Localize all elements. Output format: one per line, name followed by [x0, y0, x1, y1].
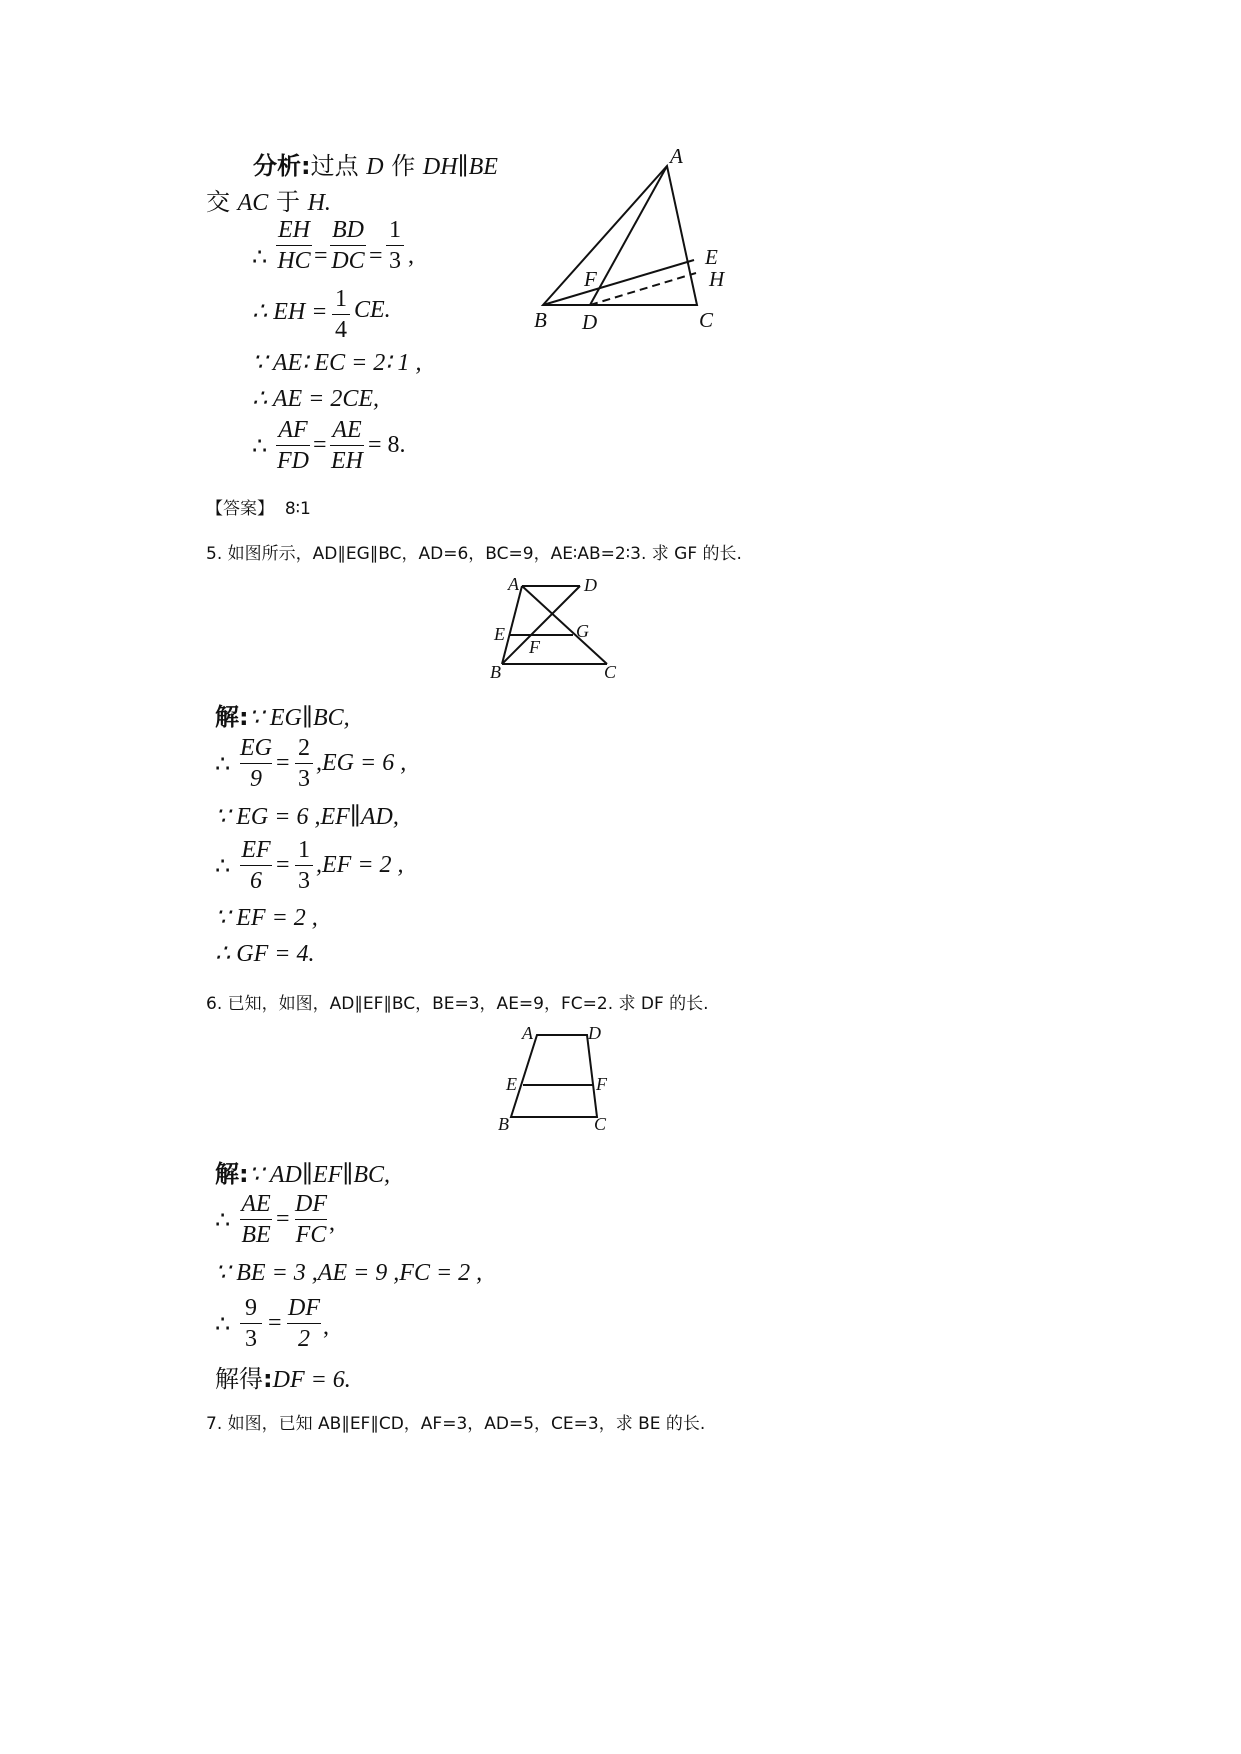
- comma: ,: [329, 1210, 335, 1236]
- analysis-text: 交: [206, 188, 230, 216]
- solution-text: ∵ AD∥EF∥BC,: [248, 1162, 391, 1188]
- label-d: D: [582, 310, 598, 334]
- equals-sign: =: [313, 432, 327, 458]
- answer-line: [206, 494, 311, 519]
- numerator: 2: [298, 735, 310, 761]
- equals-sign: =: [369, 243, 383, 269]
- numerator: 1: [298, 837, 310, 863]
- analysis-heading: 分析: [253, 152, 301, 180]
- solution-label: 解: [215, 1160, 239, 1188]
- ratio-statement: ∵ AE∶ EC = 2∶ 1 ,: [252, 350, 422, 376]
- numerator: AF: [278, 417, 308, 443]
- parallel-statement: DH∥BE: [422, 154, 498, 180]
- fraction-eg-9: [240, 734, 272, 793]
- answer-value: 8∶1: [284, 499, 311, 519]
- label-e: E: [506, 1074, 517, 1094]
- fraction-1-4: [332, 285, 350, 344]
- numerator: AE: [241, 1191, 271, 1217]
- comma: ,: [323, 1314, 329, 1340]
- colon: :: [263, 1365, 273, 1393]
- solution-text: ∵ EG∥BC,: [248, 705, 350, 731]
- fraction-9-3: [240, 1294, 262, 1353]
- point-h: H.: [307, 190, 331, 216]
- label-b: B: [534, 308, 547, 332]
- fraction-1-3: [295, 836, 313, 895]
- problem-7-statement: 7. 如图，已知 AB∥EF∥CD，AF=3，AD=5，CE=3，求 BE 的长.: [206, 1414, 706, 1434]
- label-f: F: [584, 267, 597, 291]
- equals-sign: =: [314, 243, 328, 269]
- fraction-ae-be: [240, 1190, 272, 1249]
- triangle-abc: [543, 166, 697, 305]
- equals-sign: =: [276, 750, 290, 776]
- solution-5-line-1: [215, 697, 350, 732]
- analysis-line-2: [206, 182, 331, 217]
- segment-be: [543, 260, 694, 305]
- label-d: D: [588, 1023, 601, 1043]
- label-a: A: [522, 1023, 533, 1043]
- numerator: 1: [389, 217, 401, 243]
- numerator: 1: [335, 286, 347, 312]
- equals-sign: =: [268, 1310, 282, 1336]
- therefore-symbol: ∴: [252, 245, 268, 271]
- solution-label: 解: [215, 703, 239, 731]
- colon: :: [239, 1160, 249, 1188]
- comma: ,: [408, 243, 414, 269]
- label-f: F: [596, 1074, 607, 1094]
- label-e: E: [705, 245, 718, 269]
- label-c: C: [604, 662, 617, 682]
- analysis-text: 作: [391, 152, 416, 180]
- numerator: EF: [241, 837, 271, 863]
- equals-sign: =: [276, 1206, 290, 1232]
- solution-text: ∵ BE = 3 ,AE = 9 ,FC = 2 ,: [215, 1260, 483, 1286]
- ae-equals-2ce: ∴ AE = 2CE,: [252, 386, 380, 412]
- numerator: BD: [332, 217, 364, 243]
- denominator: 6: [250, 868, 262, 894]
- figure-triangle-abc: [520, 140, 750, 340]
- denominator: 4: [335, 317, 347, 343]
- label-c: C: [594, 1114, 607, 1134]
- denominator: 3: [298, 868, 310, 894]
- colon: :: [239, 703, 249, 731]
- label-f: F: [529, 637, 540, 657]
- fraction-df-2: [287, 1294, 321, 1353]
- segment-db: [502, 586, 580, 664]
- result-8: = 8.: [368, 432, 406, 458]
- solution-text: ∴ GF = 4.: [215, 941, 315, 967]
- point-d: D: [366, 154, 384, 180]
- label-b: B: [498, 1114, 509, 1134]
- denominator: BE: [241, 1222, 271, 1248]
- problem-6-statement: 6. 已知，如图，AD∥EF∥BC，BE=3，AE=9，FC=2. 求 DF 的长.: [206, 994, 709, 1014]
- numerator: DF: [288, 1295, 320, 1321]
- equals-sign: =: [276, 852, 290, 878]
- label-h: H: [709, 267, 725, 291]
- trapezoid-abcd: [511, 1035, 597, 1117]
- numerator: EH: [278, 217, 310, 243]
- denominator: 2: [298, 1326, 310, 1352]
- analysis-text: 于: [275, 188, 300, 216]
- analysis-text: 过点: [310, 152, 359, 180]
- figure-problem-6: [490, 1020, 630, 1140]
- denominator: 9: [250, 766, 262, 792]
- solution-6-line-1: [215, 1154, 390, 1189]
- analysis-line-1: [253, 146, 498, 181]
- solution-6-result: [215, 1359, 351, 1394]
- therefore-symbol: ∴: [215, 1208, 231, 1234]
- denominator: FD: [277, 448, 309, 474]
- therefore-symbol: ∴: [215, 752, 231, 778]
- fraction-df-fc: [295, 1190, 327, 1249]
- denominator: 3: [298, 766, 310, 792]
- segment-ab: [502, 586, 522, 664]
- label-b: B: [490, 662, 501, 682]
- colon: :: [301, 152, 311, 180]
- result-label: 解得: [215, 1365, 263, 1393]
- numerator: AE: [332, 417, 362, 443]
- fraction-bd-dc: [330, 216, 366, 275]
- therefore-symbol: ∴: [215, 1312, 231, 1338]
- fraction-ae-eh: [330, 416, 364, 475]
- fraction-1-3: [386, 216, 404, 275]
- label-a: A: [670, 144, 683, 168]
- solution-text: ,EG = 6 ,: [316, 750, 407, 776]
- denominator: FC: [295, 1222, 327, 1248]
- numerator: DF: [295, 1191, 327, 1217]
- label-c: C: [699, 308, 714, 332]
- therefore-symbol: ∴: [252, 434, 268, 460]
- label-a: A: [508, 574, 519, 594]
- solution-text: ∵ EF = 2 ,: [215, 905, 318, 931]
- denominator: 3: [389, 248, 401, 274]
- fraction-af-fd: [276, 416, 310, 475]
- label-e: E: [494, 624, 505, 644]
- fraction-eh-hc: [276, 216, 312, 275]
- segment-ac: AC: [237, 190, 269, 216]
- segment-ad: [590, 166, 667, 305]
- eh-equals: ∴ EH =: [252, 299, 328, 325]
- answer-label: 【答案】: [206, 499, 274, 519]
- denominator: DC: [331, 248, 365, 274]
- solution-text: DF = 6.: [272, 1367, 351, 1393]
- ce-term: CE.: [354, 297, 391, 323]
- fraction-ef-6: [240, 836, 272, 895]
- numerator: EG: [240, 735, 272, 761]
- denominator: HC: [277, 248, 311, 274]
- problem-5-statement: 5. 如图所示，AD∥EG∥BC，AD=6，BC=9，AE∶AB=2∶3. 求 GF 的长.: [206, 544, 742, 564]
- denominator: 3: [245, 1326, 257, 1352]
- solution-text: ∵ EG = 6 ,EF∥AD,: [215, 804, 399, 830]
- therefore-symbol: ∴: [215, 854, 231, 880]
- numerator: 9: [245, 1295, 257, 1321]
- label-d: D: [584, 575, 597, 595]
- figure-problem-5: [480, 570, 640, 685]
- label-g: G: [576, 621, 589, 641]
- denominator: EH: [331, 448, 363, 474]
- fraction-2-3: [295, 734, 313, 793]
- solution-text: ,EF = 2 ,: [316, 852, 404, 878]
